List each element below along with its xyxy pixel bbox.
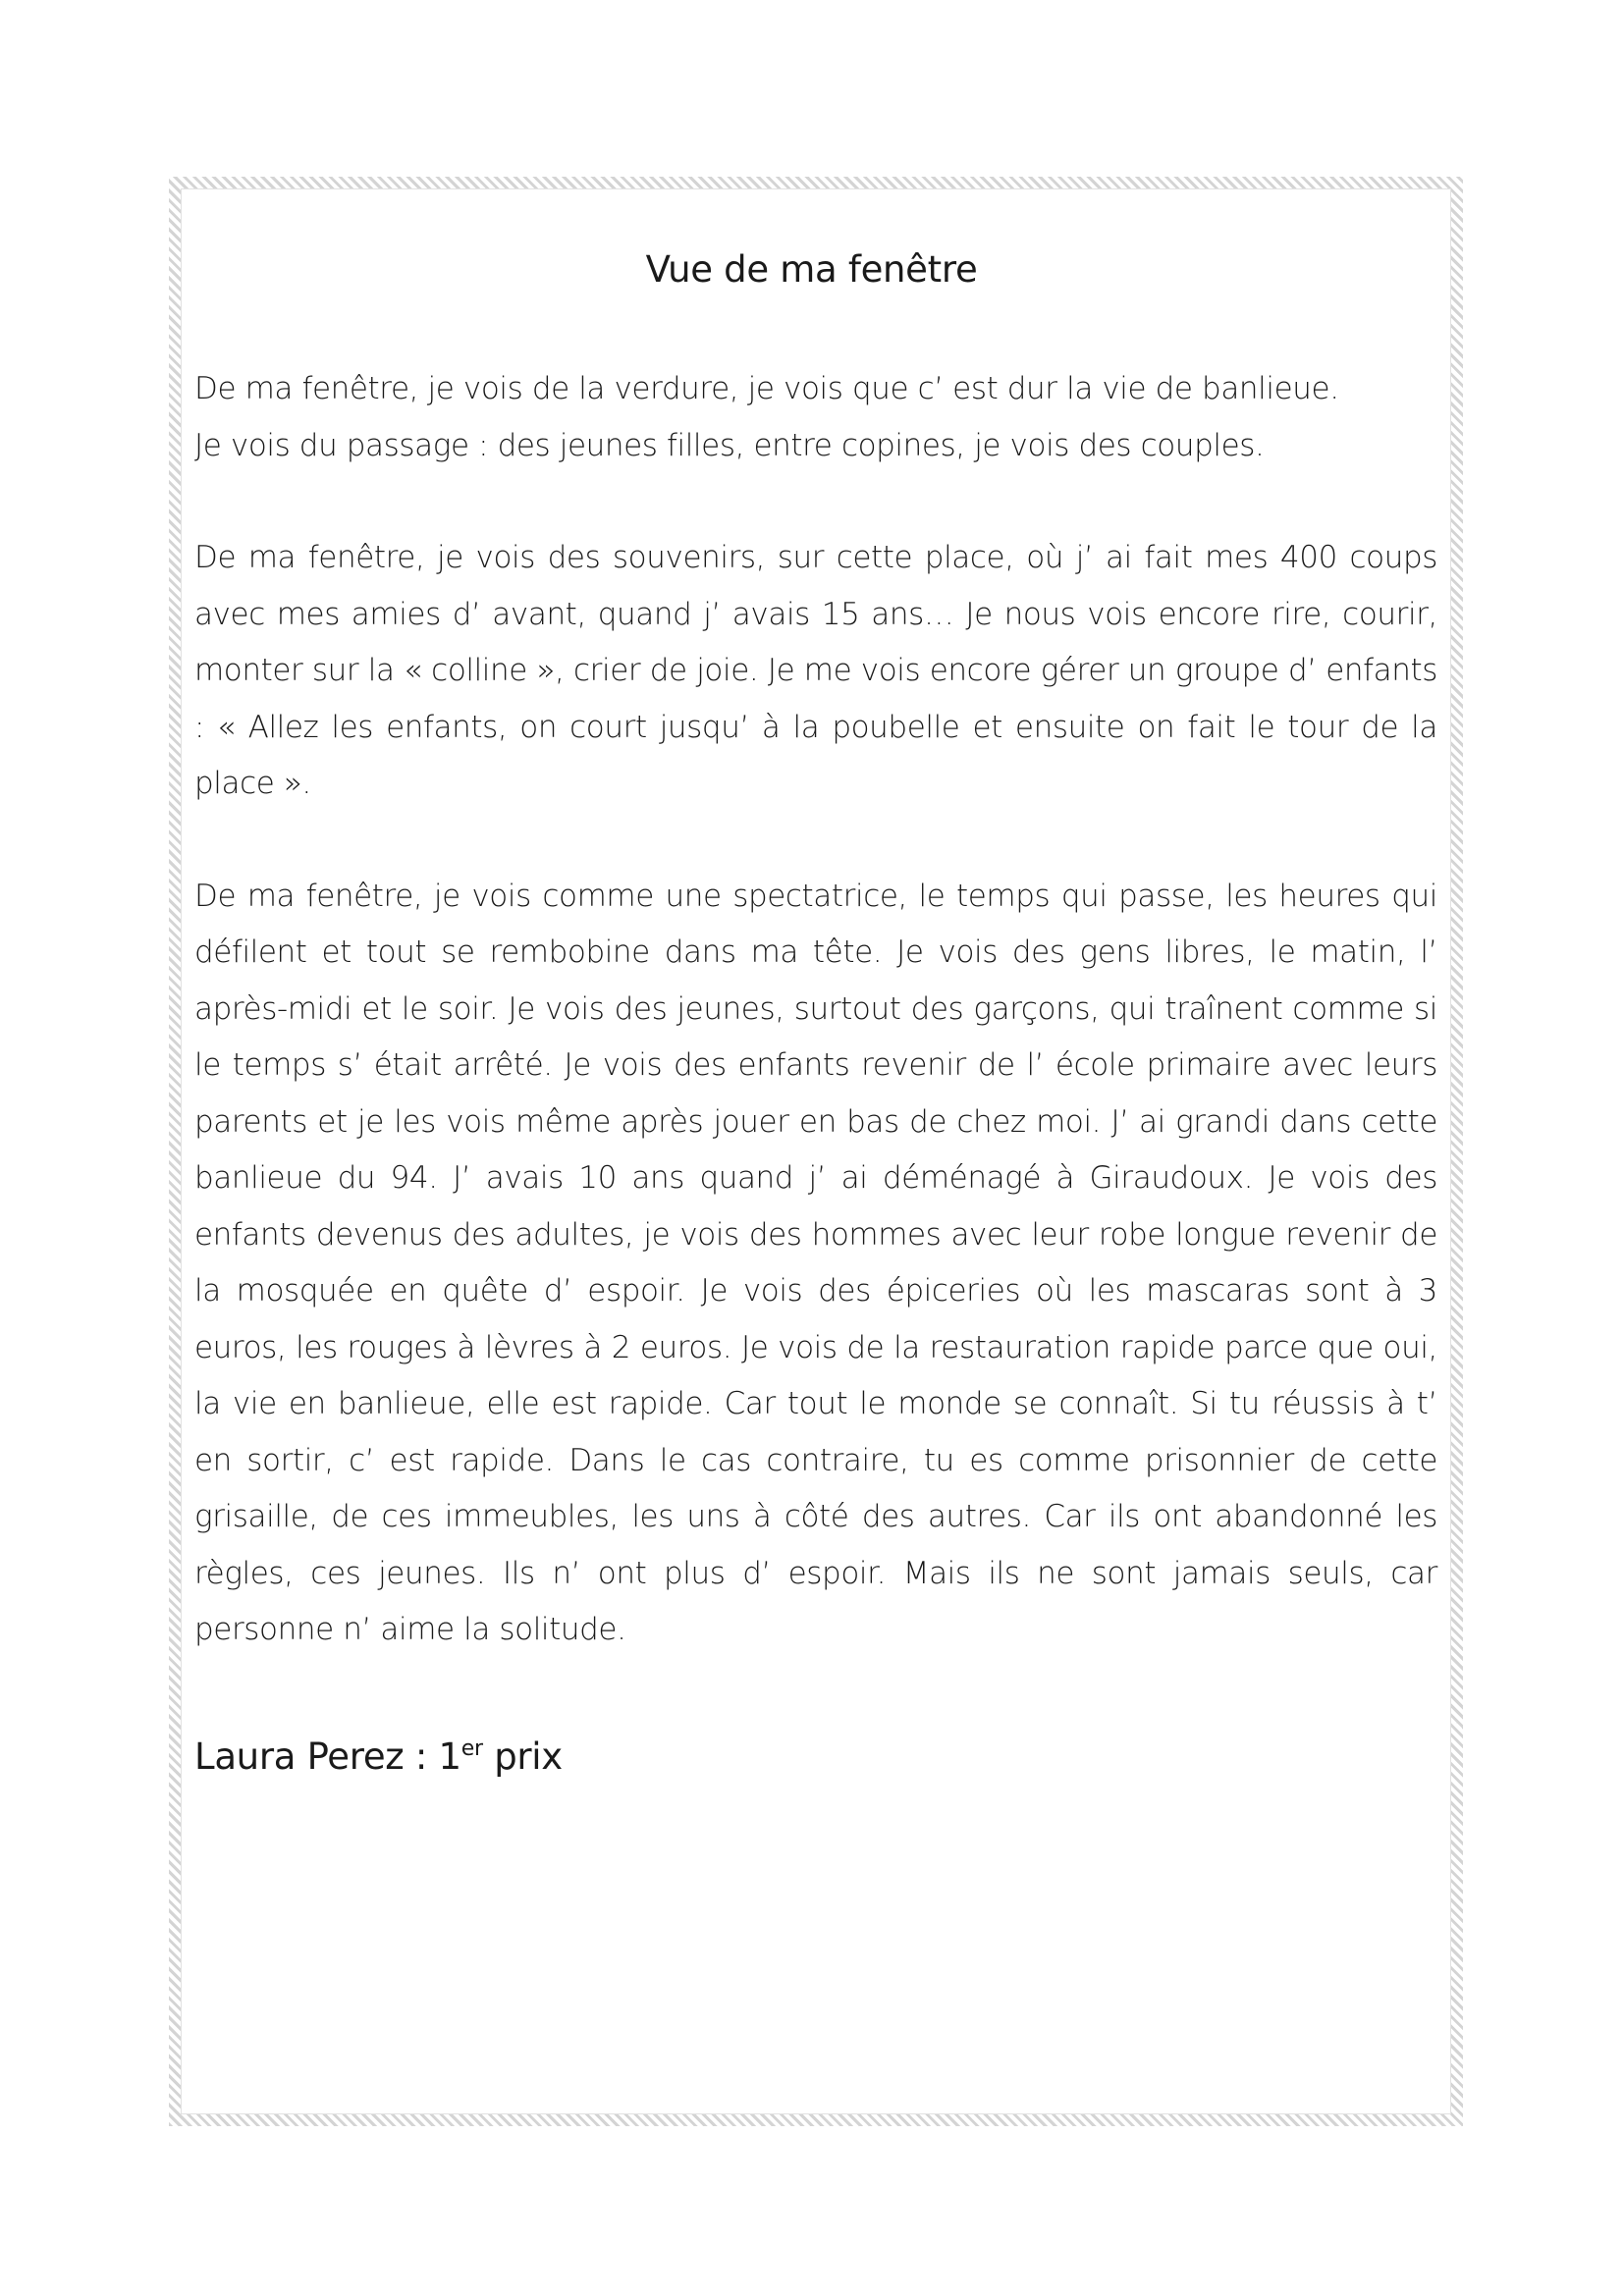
author-signature (194, 1731, 563, 1784)
intro-line: De ma fenêtre, je vois de la verdure, je vois que c’ est dur la vie de banlieue. (194, 371, 1339, 406)
signature-prize: prix (482, 1735, 563, 1778)
paragraph-souvenirs: De ma fenêtre, je vois des souvenirs, sur cette place, où j’ ai fait mes 400 coups avec mes amies d’ avant, quand j’ avais 15 ans… Je nous vois encore rire, courir, monter sur la « colline », crier de joie. Je me vois encore gérer un groupe d’ enfants : « Allez les enfants, on court jusqu’ à la poubelle et ensuite on fait le tour de la place ». (194, 540, 1437, 801)
document-body (194, 361, 1437, 1659)
signature-ordinal: er (460, 1736, 483, 1761)
intro-line: Je vois du passage : des jeunes filles, entre copines, je vois des couples. (194, 427, 1265, 463)
document-title: Vue de ma fenêtre (645, 248, 978, 291)
signature-name: Laura Perez : 1 (194, 1735, 461, 1778)
intro-paragraph (194, 361, 1437, 474)
paragraph-spectatrice: De ma fenêtre, je vois comme une spectatrice, le temps qui passe, les heures qui défilent et tout se rembobine dans ma tête. Je vois des gens libres, le matin, l’ après-midi et le soir. Je vois des jeunes, surtout des garçons, qui traînent comme si le temps s’ était arrêté. Je vois des enfants revenir de l’ école primaire avec leurs parents et je les vois même après jouer en bas de chez moi. J’ ai grandi dans cette banlieue du 94. J’ avais 10 ans quand j’ ai déménagé à Giraudoux. Je vois des enfants devenus des adultes, je vois des hommes avec leur robe longue revenir de la mosquée en quête d’ espoir. Je vois des épiceries où les mascaras sont à 3 euros, les rouges à lèvres à 2 euros. Je vois de la restauration rapide parce que oui, la vie en banlieue, elle est rapide. Car tout le monde se connaît. Si tu réussis à t’ en sortir, c’ est rapide. Dans le cas contraire, tu es comme prisonnier de cette grisaille, de ces immeubles, les uns à côté des autres. Car ils ont abandonné les règles, ces jeunes. Ils n’ ont plus d’ espoir. Mais ils ne sont jamais seuls, car personne n’ aime la solitude. (194, 878, 1437, 1647)
